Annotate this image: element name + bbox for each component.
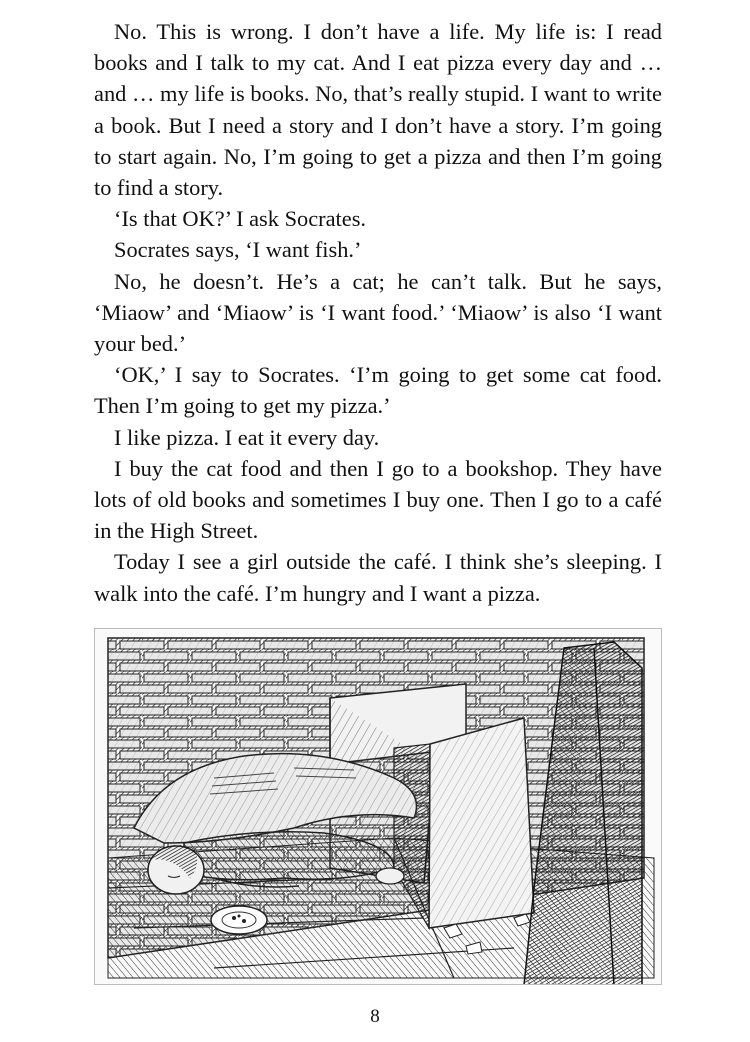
paragraph-5: ‘OK,’ I say to Socrates. ‘I’m going to get some cat food. Then I’m going to get my pizza.’ <box>94 362 662 419</box>
illustration-drawing <box>94 628 662 985</box>
story-text <box>94 16 662 609</box>
paragraph-3: Socrates says, ‘I want fish.’ <box>114 237 362 263</box>
paragraph-2: ‘Is that OK?’ I ask Socrates. <box>114 206 367 232</box>
paragraph-1: No. This is wrong. I don’t have a life. My life is: I read books and I talk to my cat. And I eat pizza every day and … and … my life is books. No, that’s really stupid. I want to write a book. But I need a story and I don’t have a story. I’m going to start again. No, I’m going to get a pizza and then I’m going to find a story. <box>94 19 662 201</box>
sleeping-girl-illustration <box>94 628 662 985</box>
paragraph-4: No, he doesn’t. He’s a cat; he can’t talk. But he says, ‘Miaow’ and ‘Miaow’ is ‘I want food.’ ‘Miaow’ is also ‘I want your bed.’ <box>94 268 662 357</box>
page-number: 8 <box>370 1006 380 1027</box>
paragraph-6: I like pizza. I eat it every day. <box>114 424 380 450</box>
paragraph-8: Today I see a girl outside the café. I think she’s sleeping. I walk into the café. I’m hungry and I want a pizza. <box>94 549 662 606</box>
paragraph-7: I buy the cat food and then I go to a bookshop. They have lots of old books and sometimes I buy one. Then I go to a café in the High Street. <box>94 455 662 544</box>
